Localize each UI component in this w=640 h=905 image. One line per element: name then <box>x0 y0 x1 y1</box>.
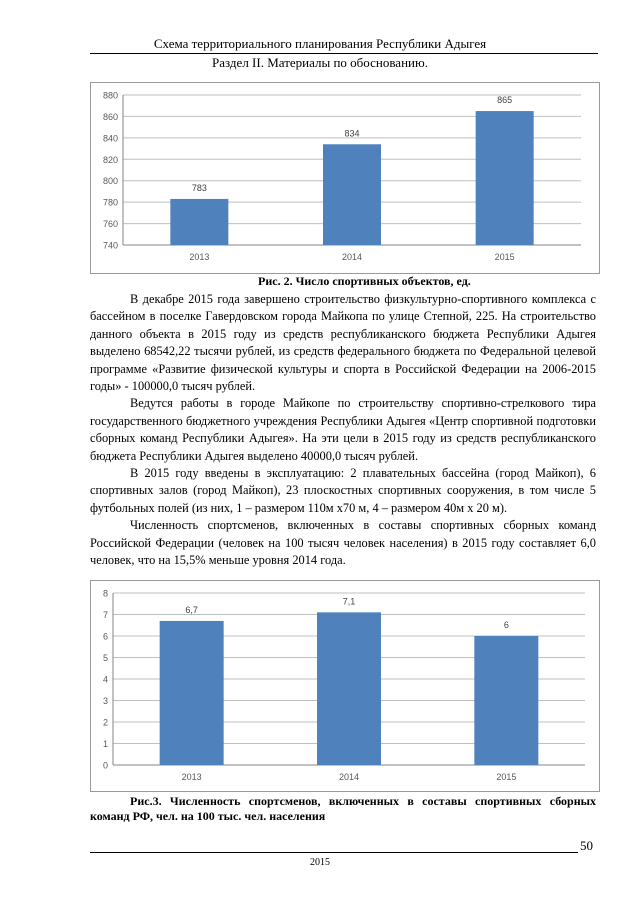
chart2-y-tick-label: 0 <box>102 760 108 771</box>
chart2-x-tick-label: 2015 <box>496 772 517 782</box>
chart1-value-label-2015: 865 <box>497 95 513 106</box>
chart1-value-label-2013: 783 <box>191 182 207 193</box>
chart-athletes <box>90 580 600 792</box>
chart2-y-tick-label: 6 <box>102 631 108 642</box>
chart1-y-tick-label: 860 <box>102 111 118 122</box>
chart2-y-tick-label: 2 <box>102 717 108 728</box>
chart1-x-tick-label: 2013 <box>189 252 210 262</box>
paragraph-4: Численность спортсменов, включенных в составы спортивных сборных команд Российской Федерации (человек на 100 тысяч человек населения) в 2015 году составляет 6,0 человек, что на 15,5% меньше уровня 2014 года. <box>90 518 596 568</box>
document-section-title: Раздел II. Материалы по обоснованию. <box>212 55 428 70</box>
chart2-value-label-2013: 6,7 <box>185 604 198 615</box>
chart1-y-tick-label: 840 <box>102 133 118 144</box>
chart2-y-tick-label: 1 <box>102 739 108 749</box>
paragraph-2: Ведутся работы в городе Майкопе по строительству спортивно-стрелкового тира государственного бюджетного учреждения Республики Адыгея «Центр спортивной подготовки сборных команд Республики Адыгея». На эти цели в 2015 году из средств республиканского бюджета Республики Адыгея выделено 40000,0 тысяч рублей. <box>90 396 596 463</box>
chart2-y-tick-label: 7 <box>102 610 108 620</box>
chart1-x-tick-label: 2014 <box>341 252 363 262</box>
chart1-y-tick-label: 800 <box>102 176 118 187</box>
figure2-caption: Рис.3. Численность спортсменов, включенных в составы спортивных сборных команд РФ, чел. на 100 тыс. чел. населения <box>90 794 596 823</box>
page-number: 50 <box>580 838 593 853</box>
chart2-y-tick-label: 5 <box>102 653 108 663</box>
chart1-value-label-2014: 834 <box>344 128 360 139</box>
header-divider <box>90 53 598 54</box>
chart-athletes-svg <box>91 581 599 791</box>
chart1-y-tick-label: 740 <box>102 240 118 251</box>
chart2-x-tick-label: 2013 <box>181 772 202 782</box>
document-header-title: Схема территориального планирования Республики Адыгея <box>153 36 487 51</box>
chart2-bar-2013 <box>160 621 224 765</box>
chart1-x-tick-label: 2015 <box>494 252 515 262</box>
figure1-caption: Рис. 2. Число спортивных объектов, ед. <box>258 274 471 288</box>
chart2-y-tick-label: 3 <box>102 696 108 706</box>
chart2-x-tick-label: 2014 <box>338 772 360 782</box>
chart2-value-label-2014: 7,1 <box>342 596 356 607</box>
footer-divider <box>90 852 578 853</box>
chart2-y-tick-label: 8 <box>102 588 108 599</box>
chart1-bar-2014 <box>323 144 381 245</box>
chart2-bar-2015 <box>474 636 538 765</box>
chart1-y-tick-label: 780 <box>102 197 118 208</box>
chart1-bar-2015 <box>476 111 534 245</box>
chart-sports-facilities-svg <box>91 83 599 273</box>
chart-sports-facilities <box>90 82 600 274</box>
body-text <box>90 291 596 570</box>
chart1-bar-2013 <box>170 199 228 245</box>
paragraph-3: В 2015 году введены в эксплуатацию: 2 плавательных бассейна (город Майкоп), 6 спортивных залов (город Майкоп), 23 плоскостных спортивных сооружения, в том числе 5 футбольных полей (из них, 1 – размером 110м х70 м, 4 – размером 40м х 20 м). <box>90 466 596 515</box>
chart1-y-tick-label: 760 <box>102 219 118 230</box>
paragraph-1: В декабре 2015 года завершено строительство физкультурно-спортивного комплекса с бассейном в поселке Гавердовском города Майкопа по улице Степной, 225. На строительство данного объекта в 2015 году из средств республиканского бюджета Республики Адыгея выделено 68542,22 тысячи рублей, из средств федерального бюджета по Федеральной целевой программе «Развитие физической культуры и спорта в Российской Федерации на 2006-2015 годы» - 100000,0 тысяч рублей. <box>90 292 596 394</box>
chart1-y-tick-label: 880 <box>102 90 118 101</box>
footer-year: 2015 <box>310 857 330 868</box>
chart1-y-tick-label: 820 <box>102 154 118 165</box>
chart2-y-tick-label: 4 <box>102 674 108 685</box>
chart2-value-label-2015: 6 <box>503 620 509 630</box>
chart2-bar-2014 <box>317 612 381 765</box>
